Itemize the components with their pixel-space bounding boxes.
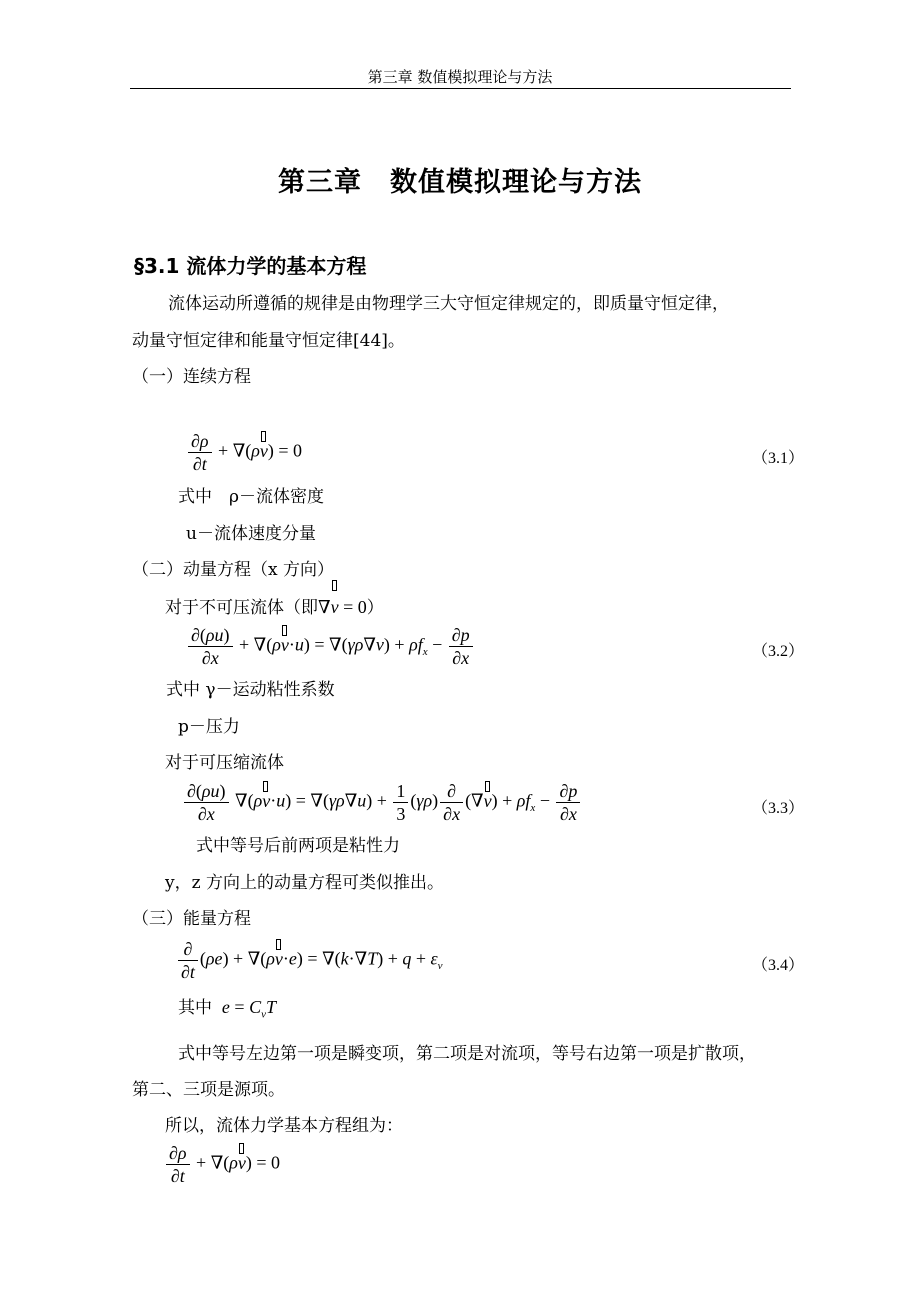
equation-3-4: $\frac{\partial}{\partial t}$ (ρe) + ∇(ρ $v\cdot e) = \nabla(k\cdot\nabla T) + q + \varepsilon_v$ [176, 938, 443, 983]
summary-text: 所以，流体力学基本方程组为： [165, 1116, 403, 1136]
energy-where-label: 其中 [178, 998, 212, 1018]
running-header: 第三章 数值模拟理论与方法 [367, 68, 553, 86]
where-gamma: 式中 γ－运动粘性系数 [166, 680, 335, 700]
incompressible-intro: 对于不可压流体（即 [165, 598, 318, 618]
equation-3-2: $\frac{\partial(\rho u)}{\partial x}$ + ∇(ρ $v\cdot u) = \nabla(\gamma\rho\nabla v) + \rho f_x$ − $\frac{\partial p}{\partial x}$ [186, 624, 475, 669]
incompressible-close: ） [366, 598, 384, 618]
header-rule [130, 88, 791, 89]
equation-number-3-2: （3.2） [752, 643, 805, 660]
equation-3-3: $\frac{\partial(\rho u)}{\partial x}$ ∇(ρ v·u) = ∇(γρ∇u) + $\frac{1}{3}$ (γρ) $\frac{\partial}{\partial x}$ (∇ $v) + \rho f_x$ − $\frac{\partial p}{\partial x}$ [182, 780, 582, 825]
compressible-intro: 对于可压缩流体 [165, 753, 284, 773]
energy-where [178, 990, 276, 1032]
energy-explain-line-2: 第二、三项是源项。 [132, 1080, 285, 1100]
equation-number-3-3: （3.3） [752, 800, 805, 817]
where-u: u－流体速度分量 [186, 524, 316, 544]
equation-number-3-1: （3.1） [752, 450, 805, 467]
yz-note: y，z 方向上的动量方程可类似推出。 [165, 873, 444, 893]
incompressible-condition [165, 590, 384, 625]
equation-summary-continuity: $\frac{\partial\rho}{\partial t}$ + ∇(ρ v) = 0 [164, 1142, 280, 1187]
viscous-note: 式中等号后前两项是粘性力 [196, 836, 400, 856]
internal-energy-relation: $e = C_vT$ [221, 997, 276, 1021]
intro-line-2: 动量守恒定律和能量守恒定律[44]。 [132, 331, 405, 351]
where-rho: 式中 ρ－流体密度 [178, 487, 324, 507]
energy-heading: （三）能量方程 [132, 909, 251, 929]
where-p: p－压力 [178, 717, 240, 737]
intro-line-1: 流体运动所遵循的规律是由物理学三大守恒定律规定的，即质量守恒定律， [168, 294, 729, 314]
chapter-title: 第三章 数值模拟理论与方法 [278, 167, 642, 198]
equation-number-3-4: （3.4） [752, 957, 805, 974]
divergence-free-condition: ∇ v = 0 [318, 597, 367, 617]
continuity-heading: （一）连续方程 [132, 367, 251, 387]
section-title: §3.1 流体力学的基本方程 [134, 254, 367, 278]
momentum-heading: （二）动量方程（x 方向） [132, 560, 334, 580]
equation-3-1: $\frac{\partial\rho}{\partial t}$ + ∇(ρ v) = 0 [186, 430, 302, 475]
energy-explain-line-1: 式中等号左边第一项是瞬变项，第二项是对流项，等号右边第一项是扩散项， [178, 1044, 756, 1064]
